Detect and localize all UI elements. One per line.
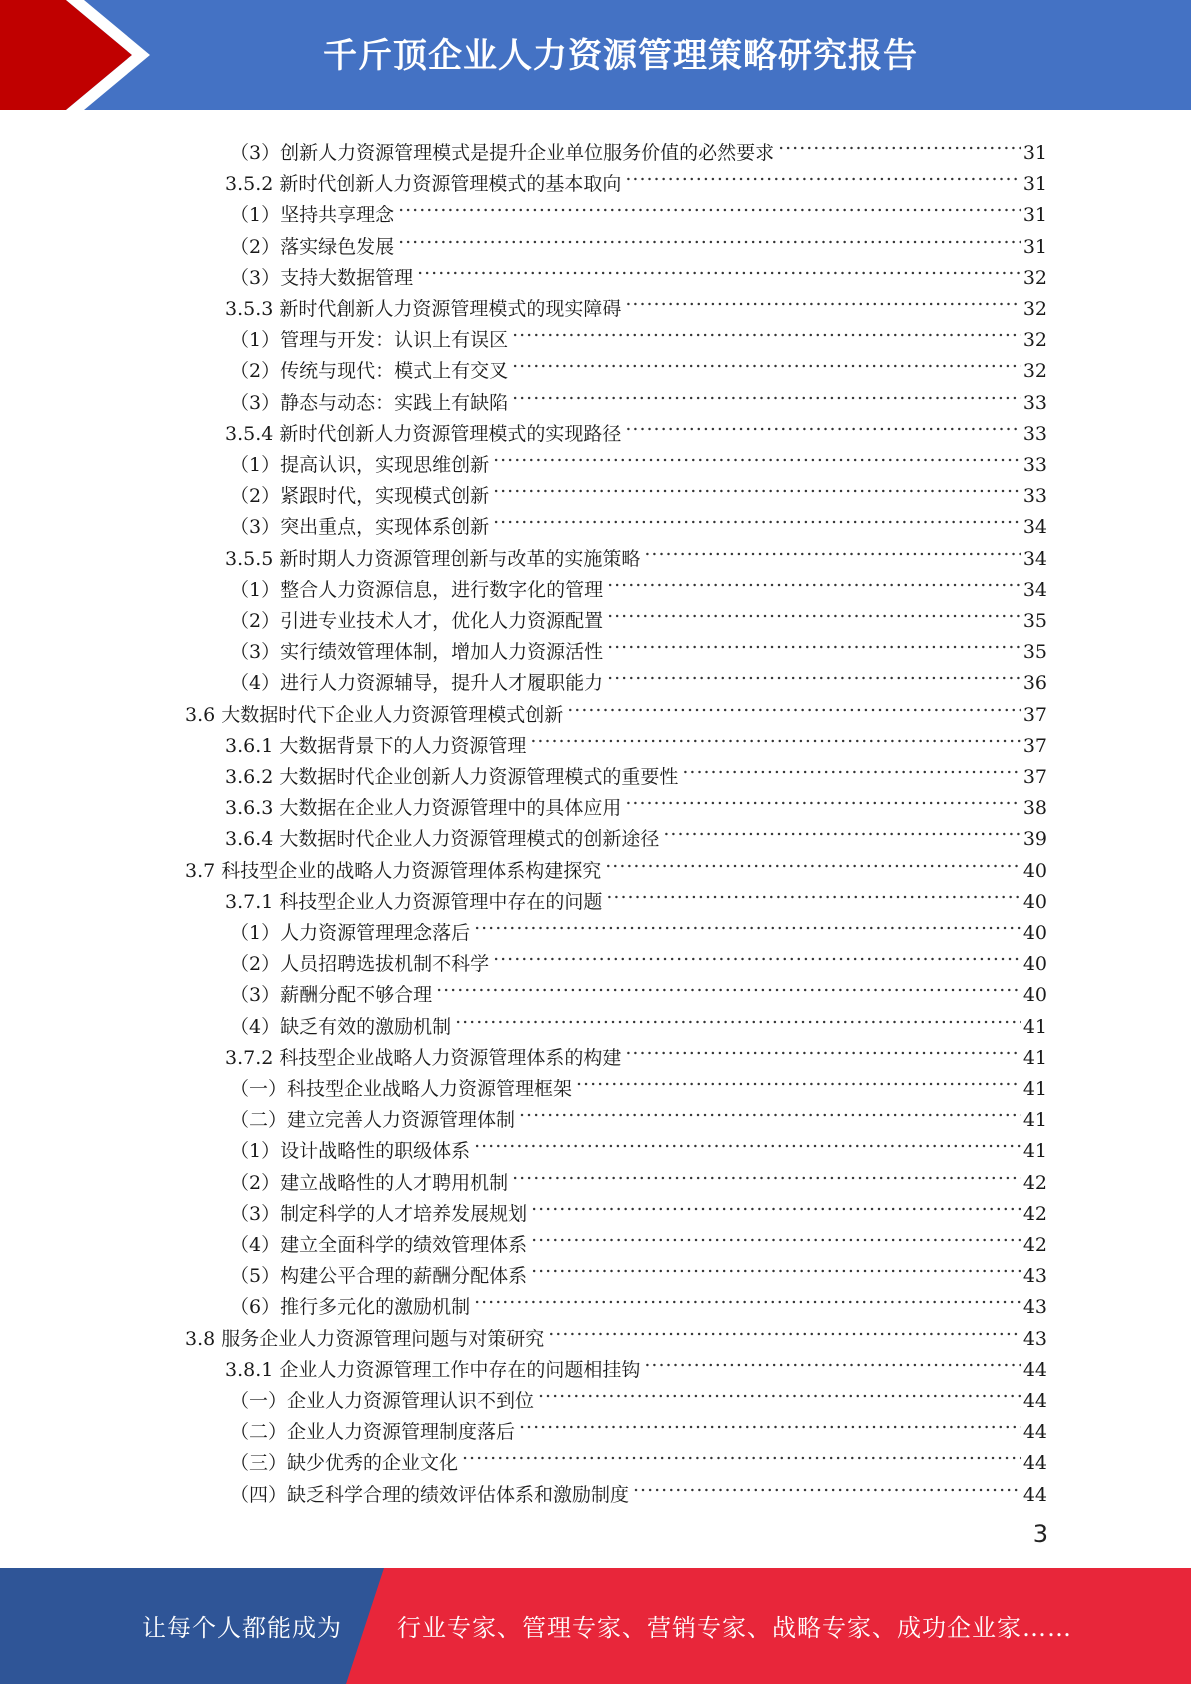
toc-entry-page: 34 — [1021, 512, 1047, 543]
toc-entry-label: 3.5.5 新时期人力资源管理创新与改革的实施策略 — [225, 544, 644, 575]
toc-entry-label: （1）整合人力资源信息，进行数字化的管理 — [230, 575, 607, 606]
toc-dot-leader — [417, 253, 1021, 284]
toc-entry[interactable] — [225, 534, 1047, 570]
toc-entry-label: 3.7 科技型企业的战略人力资源管理体系构建探究 — [185, 856, 605, 887]
toc-entry-page: 34 — [1021, 544, 1047, 575]
toc-entry-page: 35 — [1021, 637, 1047, 668]
toc-entry[interactable] — [230, 440, 1047, 476]
toc-entry[interactable] — [230, 1126, 1047, 1163]
toc-entry-label: 3.6.1 大数据背景下的人力资源管理 — [225, 731, 530, 762]
toc-entry-page: 33 — [1021, 450, 1047, 481]
toc-entry-label: （5）构建公平合理的薪酬分配体系 — [230, 1261, 531, 1292]
toc-entry-label: 3.6 大数据时代下企业人力资源管理模式创新 — [185, 700, 567, 731]
toc-entry[interactable] — [185, 1314, 1047, 1350]
toc-entry-label: （3）支持大数据管理 — [230, 263, 417, 294]
toc-entry[interactable] — [230, 627, 1047, 664]
toc-dot-leader — [436, 970, 1021, 1001]
toc-dot-leader — [531, 1251, 1021, 1282]
toc-entry[interactable] — [225, 284, 1047, 320]
toc-entry[interactable] — [230, 222, 1047, 258]
toc-dot-leader — [531, 1189, 1021, 1220]
toc-entry-page: 39 — [1021, 824, 1047, 855]
toc-dot-leader — [625, 783, 1020, 814]
toc-dot-leader — [633, 1470, 1021, 1501]
toc-entry-label: （1）管理与开发：认识上有误区 — [230, 325, 512, 356]
toc-entry-label: （1）坚持共享理念 — [230, 200, 398, 231]
toc-entry-label: 3.6.4 大数据时代企业人力资源管理模式的创新途径 — [225, 824, 663, 855]
toc-entry-page: 31 — [1021, 232, 1047, 263]
toc-dot-leader — [576, 1064, 1021, 1095]
toc-entry-page: 33 — [1021, 419, 1047, 450]
toc-entry-label: （1）提高认识，实现思维创新 — [230, 450, 493, 481]
toc-dot-leader — [493, 939, 1021, 970]
toc-entry-label: （3）实行绩效管理体制，增加人力资源活性 — [230, 637, 607, 668]
toc-entry-label: （4）进行人力资源辅导，提升人才履职能力 — [230, 668, 607, 699]
toc-entry-page: 40 — [1021, 980, 1047, 1011]
toc-entry-page: 40 — [1021, 918, 1047, 949]
toc-entry[interactable] — [230, 1189, 1047, 1225]
toc-entry-page: 44 — [1021, 1448, 1047, 1479]
toc-entry-label: （二）建立完善人力资源管理体制 — [230, 1105, 519, 1136]
footer-slogan-right: 行业专家、管理专家、营销专家、战略专家、成功企业家…… — [397, 1614, 1072, 1642]
toc-entry-page: 35 — [1021, 606, 1047, 637]
toc-entry[interactable] — [225, 1033, 1047, 1069]
toc-dot-leader — [512, 1158, 1021, 1189]
toc-entry-label: （2）落实绿色发展 — [230, 232, 398, 263]
toc-dot-leader — [455, 1002, 1021, 1033]
toc-entry-page: 31 — [1021, 200, 1047, 231]
toc-dot-leader — [474, 1282, 1021, 1313]
toc-dot-leader — [567, 690, 1021, 721]
toc-entry[interactable] — [225, 721, 1047, 757]
toc-entry-label: （1）人力资源管理理念落后 — [230, 918, 474, 949]
toc-dot-leader — [682, 752, 1020, 783]
toc-dot-leader — [462, 1438, 1021, 1469]
toc-entry-page: 43 — [1021, 1261, 1047, 1292]
toc-entry-page: 40 — [1021, 887, 1047, 918]
toc-entry-label: 3.7.1 科技型企业人力资源管理中存在的问题 — [225, 887, 606, 918]
toc-dot-leader — [625, 409, 1020, 440]
toc-entry-label: 3.7.2 科技型企业战略人力资源管理体系的构建 — [225, 1043, 625, 1074]
toc-entry-page: 41 — [1021, 1136, 1047, 1167]
toc-entry[interactable] — [230, 939, 1047, 976]
footer-slogan-left: 让每个人都能成为 — [142, 1614, 342, 1642]
toc-dot-leader — [607, 658, 1021, 689]
toc-dot-leader — [548, 1314, 1021, 1345]
toc-dot-leader — [531, 1220, 1021, 1251]
toc-entry-page: 34 — [1021, 575, 1047, 606]
toc-entry[interactable] — [230, 1282, 1047, 1319]
toc-dot-leader — [493, 502, 1021, 533]
toc-dot-leader — [605, 846, 1021, 877]
toc-entry[interactable] — [230, 502, 1047, 539]
toc-dot-leader — [493, 440, 1021, 471]
toc-dot-leader — [607, 596, 1021, 627]
toc-entry-page: 42 — [1021, 1199, 1047, 1230]
toc-dot-leader — [625, 159, 1020, 190]
toc-entry-page: 32 — [1021, 263, 1047, 294]
toc-dot-leader — [512, 378, 1021, 409]
toc-entry[interactable] — [230, 1064, 1047, 1100]
toc-entry-page: 31 — [1021, 138, 1047, 169]
toc-entry-page: 40 — [1021, 856, 1047, 887]
toc-entry-page: 33 — [1021, 481, 1047, 512]
toc-dot-leader — [644, 534, 1020, 565]
toc-entry-page: 31 — [1021, 169, 1047, 200]
report-title: 千斤顶企业人力资源管理策略研究报告 — [323, 36, 918, 76]
toc-dot-leader — [663, 814, 1020, 845]
toc-entry-label: （3）静态与动态：实践上有缺陷 — [230, 388, 512, 419]
toc-entry-page: 38 — [1021, 793, 1047, 824]
toc-entry-label: 3.6.2 大数据时代企业创新人力资源管理模式的重要性 — [225, 762, 682, 793]
toc-entry-label: 3.5.4 新时代创新人力资源管理模式的实现路径 — [225, 419, 625, 450]
toc-dot-leader — [512, 315, 1021, 346]
toc-entry-label: 3.6.3 大数据在企业人力资源管理中的具体应用 — [225, 793, 625, 824]
toc-dot-leader — [398, 222, 1021, 253]
toc-entry[interactable] — [230, 190, 1047, 227]
toc-entry-label: （6）推行多元化的激励机制 — [230, 1292, 474, 1323]
toc-entry-label: （3）创新人力资源管理模式是提升企业单位服务价值的必然要求 — [230, 138, 778, 169]
toc-entry[interactable] — [230, 1158, 1047, 1194]
toc-entry[interactable] — [225, 877, 1047, 913]
toc-entry[interactable] — [230, 253, 1047, 289]
toc-entry-label: （2）紧跟时代，实现模式创新 — [230, 481, 493, 512]
toc-entry[interactable] — [225, 409, 1047, 445]
toc-entry[interactable] — [230, 908, 1047, 944]
toc-entry-label: （3）突出重点，实现体系创新 — [230, 512, 493, 543]
toc-entry[interactable] — [230, 596, 1047, 632]
toc-entry-page: 32 — [1021, 325, 1047, 356]
toc-entry-page: 37 — [1021, 731, 1047, 762]
toc-entry-label: （4）建立全面科学的绩效管理体系 — [230, 1230, 531, 1261]
toc-entry[interactable] — [230, 1470, 1047, 1506]
toc-entry-page: 42 — [1021, 1230, 1047, 1261]
footer-banner — [0, 1568, 1191, 1684]
toc-entry-page: 44 — [1021, 1417, 1047, 1448]
toc-entry-page: 40 — [1021, 949, 1047, 980]
toc-entry[interactable] — [230, 1220, 1047, 1256]
toc-entry-label: （一）科技型企业战略人力资源管理框架 — [230, 1074, 576, 1105]
toc-entry-label: （二）企业人力资源管理制度落后 — [230, 1417, 519, 1448]
toc-dot-leader — [493, 471, 1021, 502]
toc-entry-label: 3.8.1 企业人力资源管理工作中存在的问题相挂钩 — [225, 1355, 644, 1386]
toc-entry-page: 32 — [1021, 356, 1047, 387]
toc-entry-label: （2）传统与现代：模式上有交叉 — [230, 356, 512, 387]
toc-dot-leader — [625, 1033, 1020, 1064]
toc-entry-label: （3）制定科学的人才培养发展规划 — [230, 1199, 531, 1230]
toc-entry-label: （4）缺乏有效的激励机制 — [230, 1012, 455, 1043]
toc-entry[interactable] — [230, 471, 1047, 508]
toc-entry-label: 3.8 服务企业人力资源管理问题与对策研究 — [185, 1324, 548, 1355]
toc-entry[interactable] — [225, 814, 1047, 851]
page-number: 3 — [1032, 1520, 1048, 1548]
toc-entry-page: 36 — [1021, 668, 1047, 699]
toc-entry[interactable] — [230, 970, 1047, 1007]
toc-entry[interactable] — [230, 315, 1047, 352]
toc-entry-page: 44 — [1021, 1386, 1047, 1417]
toc-entry[interactable] — [230, 128, 1047, 164]
toc-entry[interactable] — [230, 1095, 1047, 1132]
toc-entry-label: 3.5.2 新时代创新人力资源管理模式的基本取向 — [225, 169, 625, 200]
toc-entry-label: 3.5.3 新时代創新人力资源管理模式的现实障碍 — [225, 294, 625, 325]
toc-entry-page: 43 — [1021, 1324, 1047, 1355]
toc-dot-leader — [530, 721, 1020, 752]
toc-entry-page: 37 — [1021, 700, 1047, 731]
toc-entry[interactable] — [230, 1407, 1047, 1444]
toc-entry-label: （三）缺少优秀的企业文化 — [230, 1448, 462, 1479]
toc-entry-page: 33 — [1021, 388, 1047, 419]
toc-entry-page: 37 — [1021, 762, 1047, 793]
header-banner — [0, 0, 1191, 110]
toc-dot-leader — [607, 565, 1021, 596]
toc-dot-leader — [644, 1345, 1020, 1376]
toc-entry-label: （一）企业人力资源管理认识不到位 — [230, 1386, 538, 1417]
toc-dot-leader — [625, 284, 1020, 315]
toc-entry-label: （1）设计战略性的职级体系 — [230, 1136, 474, 1167]
toc-entry[interactable] — [225, 752, 1047, 788]
toc-dot-leader — [519, 1407, 1021, 1438]
toc-entry-label: （2）人员招聘选拔机制不科学 — [230, 949, 493, 980]
toc-entry[interactable] — [230, 1251, 1047, 1288]
toc-entry[interactable] — [230, 565, 1047, 601]
toc-entry-label: （3）薪酬分配不够合理 — [230, 980, 436, 1011]
toc-entry-page: 41 — [1021, 1043, 1047, 1074]
toc-entry-page: 44 — [1021, 1355, 1047, 1386]
toc-entry[interactable] — [230, 658, 1047, 695]
toc-dot-leader — [512, 346, 1021, 377]
toc-entry-label: （2）建立战略性的人才聘用机制 — [230, 1168, 512, 1199]
toc-entry-label: （四）缺乏科学合理的绩效评估体系和激励制度 — [230, 1480, 633, 1511]
toc-entry-page: 43 — [1021, 1292, 1047, 1323]
toc-entry-page: 32 — [1021, 294, 1047, 325]
toc-entry[interactable] — [230, 1002, 1047, 1038]
toc-entry[interactable] — [185, 690, 1047, 726]
toc-dot-leader — [474, 908, 1021, 939]
toc-dot-leader — [606, 877, 1020, 908]
toc-dot-leader — [474, 1126, 1021, 1157]
toc-dot-leader — [538, 1376, 1021, 1407]
toc-dot-leader — [398, 190, 1021, 221]
toc-entry[interactable] — [225, 1345, 1047, 1381]
toc-dot-leader — [778, 128, 1021, 159]
toc-entry[interactable] — [185, 846, 1047, 882]
toc-entry[interactable] — [230, 1438, 1047, 1475]
toc-entry[interactable] — [225, 783, 1047, 820]
toc-entry-page: 41 — [1021, 1012, 1047, 1043]
toc-dot-leader — [607, 627, 1021, 658]
toc-entry-label: （2）引进专业技术人才，优化人力资源配置 — [230, 606, 607, 637]
toc-entry-page: 42 — [1021, 1168, 1047, 1199]
toc-entry[interactable] — [230, 378, 1047, 414]
toc-dot-leader — [519, 1095, 1021, 1126]
toc-entry[interactable] — [225, 159, 1047, 196]
toc-entry[interactable] — [230, 346, 1047, 383]
toc-entry[interactable] — [230, 1376, 1047, 1412]
toc-entry-page: 41 — [1021, 1074, 1047, 1105]
toc-entry-page: 41 — [1021, 1105, 1047, 1136]
toc-entry-page: 44 — [1021, 1480, 1047, 1511]
